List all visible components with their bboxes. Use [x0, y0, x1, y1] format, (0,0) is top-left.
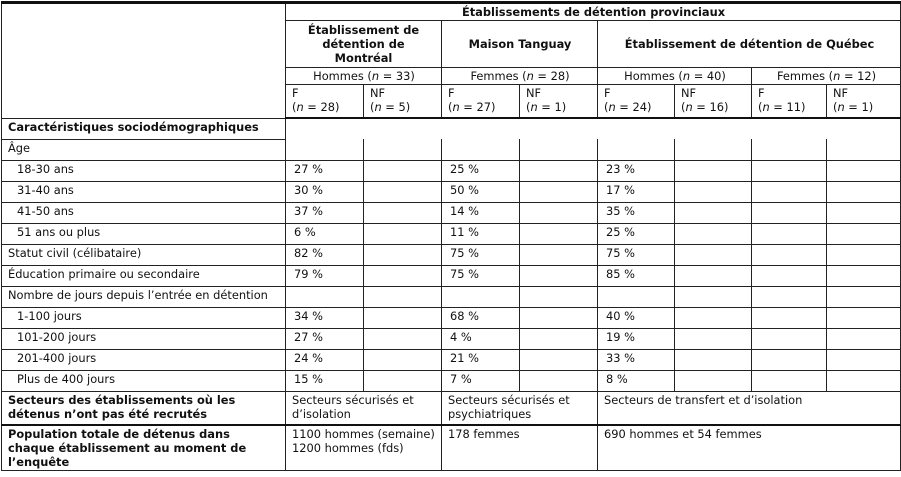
table-cell [598, 286, 675, 307]
table-row [2, 223, 901, 244]
table-cell [752, 223, 827, 244]
row-label: Éducation primaire ou secondaire [2, 265, 286, 286]
table-cell: 35 % [598, 202, 675, 223]
subgroup-count: (n = 27) [448, 100, 496, 114]
table-cell: 27 % [286, 328, 364, 349]
table-cell [364, 370, 442, 391]
table-cell [520, 265, 598, 286]
table-cell [364, 286, 442, 307]
table-cell [286, 139, 364, 160]
table-cell [520, 370, 598, 391]
row-label: 51 ans ou plus [2, 223, 286, 244]
table-row [2, 118, 901, 139]
subgroup-header [364, 85, 442, 119]
section-filler [286, 118, 901, 139]
subgroup-header [286, 85, 364, 119]
table-cell [364, 328, 442, 349]
table-cell [364, 244, 442, 265]
table-cell [520, 286, 598, 307]
sectors-tanguay: Secteurs sécurisés et psychiatriques [442, 391, 598, 425]
row-label: 31-40 ans [2, 181, 286, 202]
table-cell [827, 307, 901, 328]
population-total-montreal-line2: 1200 hommes (fds) [292, 441, 404, 455]
detention-survey-table [1, 1, 901, 471]
subgroup-label: NF [681, 86, 697, 100]
table-cell [598, 139, 675, 160]
corner-cell [2, 3, 286, 119]
table-cell [675, 181, 752, 202]
table-header [2, 3, 901, 119]
table-cell [752, 349, 827, 370]
table-cell [364, 265, 442, 286]
table-cell: 19 % [598, 328, 675, 349]
row-label: Nombre de jours depuis l’entrée en détention [2, 286, 286, 307]
population-total-label: Population totale de détenus dans chaque établissement au moment de l’enquête [2, 425, 286, 471]
table-row [2, 181, 901, 202]
table-cell [827, 370, 901, 391]
row-label: 1-100 jours [2, 307, 286, 328]
table-cell: 27 % [286, 160, 364, 181]
population-femmes-quebec: Femmes (n = 12) [752, 68, 901, 85]
table-cell [675, 244, 752, 265]
table-cell [827, 328, 901, 349]
table-row [2, 139, 901, 160]
table-row [2, 349, 901, 370]
table-cell: 15 % [286, 370, 364, 391]
subgroup-count: (n = 11) [758, 100, 806, 114]
subgroup-count: (n = 5) [370, 100, 411, 114]
institution-quebec: Établissement de détention de Québec [598, 21, 901, 68]
table-cell [752, 286, 827, 307]
table-cell: 75 % [442, 265, 520, 286]
row-label: 41-50 ans [2, 202, 286, 223]
table-cell: 4 % [442, 328, 520, 349]
table-cell [675, 286, 752, 307]
subgroup-count: (n = 16) [681, 100, 729, 114]
subgroup-label: F [292, 86, 299, 100]
table-cell [364, 139, 442, 160]
table-cell [286, 286, 364, 307]
sectors-label: Secteurs des établissements où les détenus n’ont pas été recrutés [2, 391, 286, 425]
institution-tanguay: Maison Tanguay [442, 21, 598, 68]
sectors-quebec: Secteurs de transfert et d’isolation [598, 391, 901, 425]
subgroup-label: F [604, 86, 611, 100]
table-cell [364, 349, 442, 370]
table-cell [675, 328, 752, 349]
subgroup-header [442, 85, 520, 119]
table-cell [364, 181, 442, 202]
table-cell [520, 328, 598, 349]
table-cell: 21 % [442, 349, 520, 370]
table-cell [752, 160, 827, 181]
row-label: 18-30 ans [2, 160, 286, 181]
table-row [2, 244, 901, 265]
table-cell [752, 244, 827, 265]
table-cell [827, 181, 901, 202]
table-cell [675, 202, 752, 223]
table-cell [520, 244, 598, 265]
table-cell: 8 % [598, 370, 675, 391]
table-cell [827, 265, 901, 286]
table-cell: 17 % [598, 181, 675, 202]
table-row [2, 160, 901, 181]
subgroup-header [752, 85, 827, 119]
subgroup-count: (n = 1) [526, 100, 567, 114]
table-cell: 24 % [286, 349, 364, 370]
table-cell: 85 % [598, 265, 675, 286]
subgroup-label: NF [526, 86, 542, 100]
table-cell: 30 % [286, 181, 364, 202]
table-footer [2, 391, 901, 471]
table-body [2, 118, 901, 391]
row-label: Plus de 400 jours [2, 370, 286, 391]
subgroup-header [520, 85, 598, 119]
table-cell [364, 160, 442, 181]
table-cell [442, 139, 520, 160]
subgroup-label: F [448, 86, 455, 100]
subgroup-count: (n = 28) [292, 100, 340, 114]
table-cell [752, 370, 827, 391]
table-cell [520, 139, 598, 160]
population-total-montreal-line1: 1100 hommes (semaine) [292, 427, 435, 441]
table-cell: 11 % [442, 223, 520, 244]
subgroup-count: (n = 1) [833, 100, 874, 114]
table-cell [827, 244, 901, 265]
table-cell [364, 202, 442, 223]
table-cell [827, 349, 901, 370]
table-cell [364, 223, 442, 244]
subgroup-label: F [758, 86, 765, 100]
population-femmes-tanguay: Femmes (n = 28) [442, 68, 598, 85]
table-cell: 82 % [286, 244, 364, 265]
table-cell [827, 202, 901, 223]
table-cell: 37 % [286, 202, 364, 223]
institution-montreal: Établissement de détention de Montréal [286, 21, 442, 68]
row-label: Caractéristiques sociodémographiques [2, 118, 286, 139]
table-cell [520, 160, 598, 181]
table-cell: 23 % [598, 160, 675, 181]
table-cell [675, 307, 752, 328]
table-cell [827, 286, 901, 307]
table-cell [675, 370, 752, 391]
table-cell [675, 139, 752, 160]
table-cell: 75 % [442, 244, 520, 265]
row-label: Âge [2, 139, 286, 160]
table-cell: 34 % [286, 307, 364, 328]
sectors-montreal: Secteurs sécurisés et d’isolation [286, 391, 442, 425]
table-cell: 75 % [598, 244, 675, 265]
population-total-quebec: 690 hommes et 54 femmes [598, 425, 901, 471]
row-label: 201-400 jours [2, 349, 286, 370]
subgroup-header [598, 85, 675, 119]
subgroup-header [675, 85, 752, 119]
table-cell [442, 286, 520, 307]
table-cell [752, 328, 827, 349]
table-cell: 25 % [442, 160, 520, 181]
population-hommes-montreal: Hommes (n = 33) [286, 68, 442, 85]
table-cell: 33 % [598, 349, 675, 370]
row-label: 101-200 jours [2, 328, 286, 349]
table-cell [364, 307, 442, 328]
table-row [2, 370, 901, 391]
table-cell [520, 223, 598, 244]
table-cell: 68 % [442, 307, 520, 328]
table-cell [752, 202, 827, 223]
table-cell [675, 223, 752, 244]
table-cell [675, 349, 752, 370]
table-cell: 79 % [286, 265, 364, 286]
table-cell [675, 265, 752, 286]
subgroup-header [827, 85, 901, 119]
table-cell [752, 181, 827, 202]
table-cell [752, 265, 827, 286]
table-cell [520, 181, 598, 202]
table-cell: 7 % [442, 370, 520, 391]
table-cell: 25 % [598, 223, 675, 244]
table-cell [827, 139, 901, 160]
table-row [2, 307, 901, 328]
table-cell [520, 349, 598, 370]
table-row [2, 265, 901, 286]
table-cell [520, 307, 598, 328]
population-hommes-quebec: Hommes (n = 40) [598, 68, 752, 85]
table-cell [827, 160, 901, 181]
table-cell [520, 202, 598, 223]
subgroup-label: NF [833, 86, 849, 100]
table-row [2, 328, 901, 349]
population-total-montreal [286, 425, 442, 471]
subgroup-count: (n = 24) [604, 100, 652, 114]
table-cell: 40 % [598, 307, 675, 328]
table-cell [827, 223, 901, 244]
population-total-tanguay: 178 femmes [442, 425, 598, 471]
table-cell [675, 160, 752, 181]
table-cell: 50 % [442, 181, 520, 202]
table-row [2, 202, 901, 223]
row-label: Statut civil (célibataire) [2, 244, 286, 265]
table-cell: 6 % [286, 223, 364, 244]
subgroup-label: NF [370, 86, 386, 100]
group-title: Établissements de détention provinciaux [286, 3, 901, 21]
table-cell: 14 % [442, 202, 520, 223]
table-row [2, 286, 901, 307]
table-cell [752, 139, 827, 160]
table-cell [752, 307, 827, 328]
